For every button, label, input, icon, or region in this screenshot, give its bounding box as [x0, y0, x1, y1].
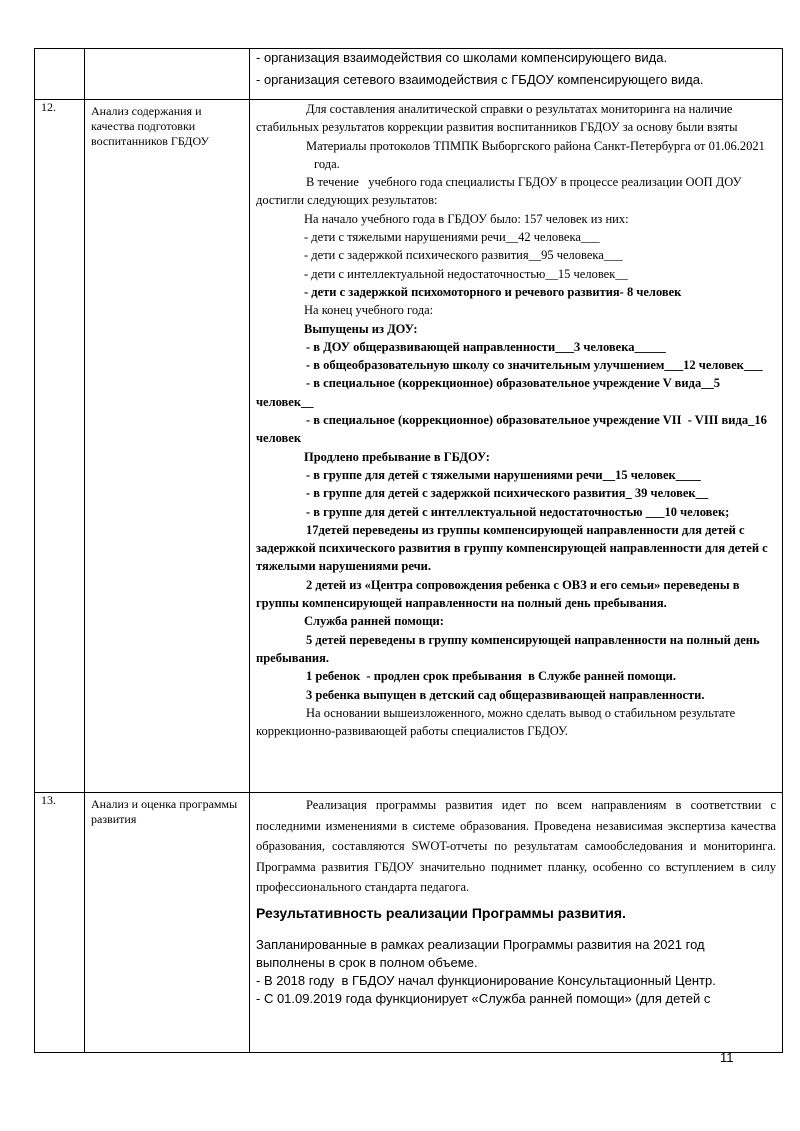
paragraph: В течение учебного года специалисты ГБДОУ в процессе реализации ООП ДОУ достигли следующих результатов:	[256, 175, 745, 208]
content-cell	[250, 100, 783, 793]
list-item: - дети с интеллектуальной недостаточностью__15 человек__	[304, 266, 628, 281]
paragraph: 5 детей переведены в группу компенсирующей направленности на полный день пребывания.	[256, 632, 763, 665]
row-number: 13.	[35, 793, 85, 1053]
paragraph: 1 ребенок - продлен срок пребывания в Службе ранней помощи.	[306, 669, 676, 684]
list-item: - в специальное (коррекционное) образовательное учреждение V вида__5 человек__	[256, 376, 724, 409]
table-row	[35, 49, 783, 100]
list-heading: На начало учебного года в ГБДОУ было: 157 человек из них:	[304, 211, 629, 226]
list-item: - организация взаимодействия со школами компенсирующего вида.	[256, 50, 668, 65]
section-title: Анализ и оценка программы развития	[85, 793, 250, 1053]
paragraph: Материалы протоколов ТПМПК Выборгского района Санкт-Петербурга от 01.06.2021	[306, 138, 765, 153]
subheading: Выпущены из ДОУ:	[304, 321, 418, 336]
paragraph: года.	[314, 156, 340, 171]
subheading: Служба ранней помощи:	[304, 614, 444, 629]
list-item: - дети с задержкой психического развития__95 человека___	[304, 248, 623, 263]
paragraph: 2 детей из «Центра сопровождения ребенка с ОВЗ и его семьи» переведены в группы компенсирующей направленности на полный день пребывания.	[256, 577, 743, 611]
paragraph: Для составления аналитической справки о результатах мониторинга на наличие стабильных результатов коррекции развития воспитанников ГБДОУ за основу были взяты	[256, 102, 738, 135]
list-item: - организация сетевого взаимодействия с ГБДОУ компенсирующего вида.	[256, 72, 704, 88]
content-cell	[250, 793, 783, 1053]
section-heading: Результативность реализации Программы развития.	[256, 904, 626, 921]
list-item: - дети с задержкой психомоторного и речевого развития- 8 человек	[304, 284, 682, 299]
list-item: - в общеобразовательную школу со значительным улучшением___12 человек___	[306, 358, 763, 373]
list-item: - С 01.09.2019 года функционирует «Служба ранней помощи» (для детей с	[256, 991, 711, 1007]
list-heading: На конец учебного года:	[304, 303, 434, 318]
list-item: - в группе для детей с задержкой психического развития_ 39 человек__	[306, 486, 709, 501]
list-item: - дети с тяжелыми нарушениями речи__42 человека___	[304, 230, 600, 245]
row-number-cell	[35, 49, 85, 100]
table-row	[35, 793, 783, 1053]
content-cell	[250, 49, 783, 100]
paragraph: Запланированные в рамках реализации Программы развития на 2021 год выполнены в срок в полном объеме.	[256, 936, 709, 970]
paragraph: 3 ребенка выпущен в детский сад общеразвивающей направленности.	[306, 687, 705, 702]
list-item: - в группе для детей с интеллектуальной недостаточностью ___10 человек;	[306, 504, 730, 519]
paragraph: 17детей переведены из группы компенсирующей направленности для детей с задержкой психического развития в группу компенсирующей направленности для детей с тяжелыми нарушениями речи.	[256, 522, 771, 574]
section-title: Анализ содержания и качества подготовки воспитанников ГБДОУ	[85, 100, 250, 793]
document-table	[34, 48, 783, 1053]
list-item: - в специальное (коррекционное) образовательное учреждение VII - VIII вида_16 человек	[256, 413, 774, 446]
section-cell	[85, 49, 250, 100]
list-item: - в ДОУ общеразвивающей направленности___3 человека_____	[306, 339, 666, 354]
page-number: 11	[720, 1050, 734, 1065]
list-item: - В 2018 году в ГБДОУ начал функционирование Консультационный Центр.	[256, 973, 716, 989]
list-item: - в группе для детей с тяжелыми нарушениями речи__15 человек____	[306, 467, 701, 482]
paragraph: Реализация программы развития идет по всем направлениям в соответствии с последними изменениями в системе образования. Проведена независимая экспертиза качества образования, составляются SWOT-отчеты по результатам самообследования и мониторинга. Программа развития ГБДОУ значительно поднимет планку, особенно со вступлением в силу профессионального стандарта педагога.	[256, 798, 783, 894]
subheading: Продлено пребывание в ГБДОУ:	[304, 449, 490, 464]
paragraph: На основании вышеизложенного, можно сделать вывод о стабильном результате коррекционно-развивающей работы специалистов ГБДОУ.	[256, 705, 739, 739]
table-row	[35, 100, 783, 793]
row-number: 12.	[35, 100, 85, 793]
